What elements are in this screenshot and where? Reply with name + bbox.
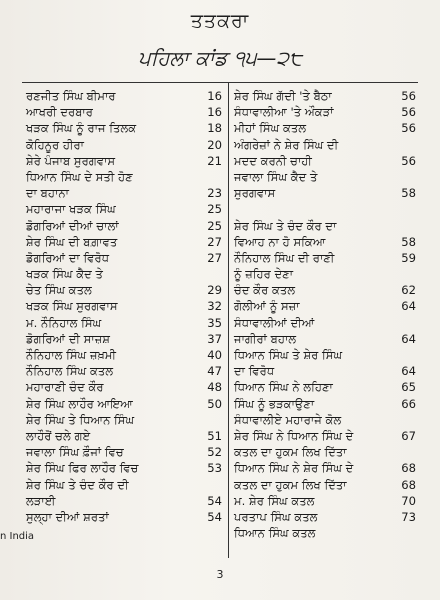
- entry-title: ਮ. ਸ਼ੇਰ ਸਿੰਘ ਕਤਲ: [234, 493, 315, 508]
- entry-title: ਚੰਦ ਕੌਰ ਕਤਲ: [234, 283, 296, 298]
- contents-entry: [26, 120, 222, 136]
- entry-title: ਦਾ ਵਿਰੋਧ: [234, 364, 275, 379]
- contents-entry: [234, 331, 416, 347]
- entry-title: ਮੀਹਾਂ ਸਿੰਘ ਕਤਲ: [234, 121, 307, 136]
- contents-entry: [26, 234, 222, 250]
- entry-title: ਖੜਕ ਸਿੰਘ ਸੁਰਗਵਾਸ: [26, 299, 118, 314]
- entry-title: ਜਾਗੀਰਾਂ ਬਹਾਲ: [234, 331, 297, 346]
- contents-entry: [234, 347, 416, 363]
- entry-page-number: 37: [207, 331, 222, 346]
- entry-title: ਸੰਧਾਵਾਲੀਏ ਮਹਾਰਾਜੇ ਕੋਲ: [234, 412, 342, 427]
- contents-entry: [26, 266, 222, 282]
- contents-entry: [234, 169, 416, 185]
- contents-entry: [26, 153, 222, 169]
- entry-page-number: 67: [401, 428, 416, 443]
- contents-entry: [234, 477, 416, 493]
- entry-page-number: 32: [207, 299, 222, 314]
- entry-title: ਰਣਜੀਤ ਸਿੰਘ ਬੀਮਾਰ: [26, 89, 116, 103]
- entry-title: ਕੋਹਿਨੂਰ ਹੀਰਾ: [26, 137, 84, 152]
- entry-title: ਨੌਨਿਹਾਲ ਸਿੰਘ ਜ਼ਖ਼ਮੀ: [26, 348, 116, 362]
- contents-entry: [26, 379, 222, 395]
- entry-page-number: 27: [207, 250, 222, 265]
- contents-entry: [234, 315, 416, 331]
- entry-title: ਖੜਕ ਸਿੰਘ ਨੂੰ ਰਾਜ ਤਿਲਕ: [26, 121, 137, 136]
- contents-entry: [26, 477, 222, 493]
- contents-entry: [234, 379, 416, 395]
- contents-entry: [234, 444, 416, 460]
- contents-entry: [26, 315, 222, 331]
- contents-entry: [26, 509, 222, 525]
- contents-entry: [26, 104, 222, 120]
- entry-title: ਚੇਤ ਸਿੰਘ ਕਤਲ: [26, 283, 92, 298]
- entry-title: ਡੋਗਰਿਆਂ ਦਾ ਵਿਰੋਧ: [26, 250, 110, 265]
- entry-title: ਜਵਾਲਾ ਸਿੰਘ ਕੈਦ ਤੇ: [234, 169, 318, 184]
- entry-title: ਨੂੰ ਜ਼ਹਿਰ ਦੇਣਾ: [234, 267, 294, 282]
- entry-page-number: 56: [401, 105, 416, 120]
- contents-entry: [26, 428, 222, 444]
- entry-page-number: 50: [207, 396, 222, 411]
- contents-entry: [26, 282, 222, 298]
- entry-page-number: 56: [401, 89, 416, 103]
- contents-entry: [26, 396, 222, 412]
- contents-entry: [234, 266, 416, 282]
- entry-page-number: 40: [207, 348, 222, 362]
- entry-title: ਸ਼ੇਰ ਸਿੰਘ ਤੇ ਚੰਦ ਕੌਰ ਦੀ: [26, 477, 129, 492]
- contents-entry: [26, 201, 222, 217]
- contents-entry: [234, 120, 416, 136]
- entry-title: ਲਾਹੌਰੋਂ ਚਲੇ ਗਏ: [26, 428, 91, 443]
- entry-page-number: 64: [401, 364, 416, 379]
- contents-entry: [26, 298, 222, 314]
- contents-entry: [234, 363, 416, 379]
- contents-entry: [234, 298, 416, 314]
- entry-title: ਸ਼ੇਰ ਸਿੰਘ ਦੀ ਬਗ਼ਾਵਤ: [26, 234, 118, 249]
- contents-entry: [26, 412, 222, 428]
- entry-title: ਨੌਨਿਹਾਲ ਸਿੰਘ ਕਤਲ: [26, 364, 114, 379]
- entry-title: ਸ਼ੇਰ ਸਿੰਘ ਨੇ ਧਿਆਨ ਸਿੰਘ ਦੇ: [234, 428, 354, 443]
- entry-page-number: 51: [207, 428, 222, 443]
- entry-page-number: 29: [207, 283, 222, 298]
- entry-title: ਮ. ਨੌਨਿਹਾਲ ਸਿੰਘ: [26, 315, 102, 330]
- entry-title: ਆਖਰੀ ਦਰਬਾਰ: [26, 105, 93, 120]
- entry-page-number: 48: [207, 380, 222, 395]
- entry-title: ਸ਼ੇਰ ਸਿੰਘ ਲਾਹੌਰ ਆਇਆ: [26, 396, 133, 411]
- contents-entry: [26, 493, 222, 509]
- entry-title: ਸ਼ੇਰ ਸਿੰਘ ਤੇ ਧਿਆਨ ਸਿੰਘ: [26, 412, 135, 427]
- entry-title: ਧਿਆਨ ਸਿੰਘ ਨੇ ਲਹਿਣਾ: [234, 380, 333, 395]
- entry-title: ਗੋਲੀਆਂ ਨੂੰ ਸਜ਼ਾ: [234, 299, 300, 314]
- entry-title: ਸ਼ੇਰੇ ਪੰਜਾਬ ਸੁਰਗਵਾਸ: [26, 153, 116, 168]
- contents-entry: [26, 363, 222, 379]
- entry-title: ਪਰਤਾਪ ਸਿੰਘ ਕਤਲ: [234, 509, 318, 524]
- contents-entry: [234, 218, 416, 234]
- contents-column-right: [234, 88, 416, 541]
- entry-title: ਵਿਆਹ ਨਾ ਹੋ ਸਕਿਆ: [234, 234, 326, 249]
- entry-title: ਨੌਨਿਹਾਲ ਸਿੰਘ ਦੀ ਰਾਣੀ: [234, 250, 335, 265]
- entry-page-number: 54: [207, 509, 222, 524]
- entry-page-number: 25: [207, 202, 222, 217]
- contents-entry: [234, 234, 416, 250]
- contents-entry: [26, 169, 222, 185]
- contents-entry: [26, 444, 222, 460]
- entry-page-number: 62: [401, 283, 416, 298]
- entry-page-number: 68: [401, 477, 416, 492]
- column-divider: [228, 82, 229, 558]
- contents-entry: [234, 509, 416, 525]
- contents-entry: [234, 137, 416, 153]
- entry-title: ਸ਼ੇਰ ਸਿੰਘ ਤੇ ਚੰਦ ਕੌਰ ਦਾ: [234, 218, 337, 233]
- entry-title: ਧਿਆਨ ਸਿੰਘ ਤੇ ਸ਼ੇਰ ਸਿੰਘ: [234, 348, 343, 362]
- edge-text: n India: [0, 531, 35, 542]
- entry-title: ਕਤਲ ਦਾ ਹੁਕਮ ਲਿਖ ਦਿੱਤਾ: [234, 445, 347, 460]
- contents-entry: [234, 282, 416, 298]
- entry-title: ਸੰਧਾਵਾਲੀਆਂ ਦੀਆਂ: [234, 315, 315, 330]
- entry-title: ਸੁਲ੍ਹਾ ਦੀਆਂ ਸ਼ਰਤਾਂ: [26, 509, 109, 524]
- entry-page-number: 27: [207, 234, 222, 249]
- entry-title: ਸਿੰਘ ਨੂੰ ਭੜਕਾਉਣਾ: [234, 396, 315, 411]
- entry-page-number: 20: [207, 137, 222, 152]
- contents-entry: [234, 428, 416, 444]
- contents-entry: [234, 460, 416, 476]
- page-number: 3: [216, 568, 224, 581]
- entry-page-number: 66: [401, 396, 416, 411]
- divider-line: [22, 82, 418, 83]
- entry-page-number: 65: [401, 380, 416, 395]
- entry-title: ਖੜਕ ਸਿੰਘ ਕੈਦ ਤੇ: [26, 267, 103, 282]
- contents-entry: [26, 218, 222, 234]
- entry-page-number: 16: [207, 89, 222, 103]
- entry-page-number: 21: [207, 153, 222, 168]
- entry-page-number: 53: [207, 461, 222, 476]
- entry-page-number: 52: [207, 445, 222, 460]
- entry-title: ਸੰਧਾਵਾਲੀਆ 'ਤੇ ਔਕੜਾਂ: [234, 105, 334, 120]
- entry-page-number: 47: [207, 364, 222, 379]
- entry-title: ਡੋਗਰਿਆਂ ਦੀਆਂ ਚਾਲਾਂ: [26, 218, 119, 233]
- contents-entry: [234, 250, 416, 266]
- entry-title: ਲੜਾਈ: [26, 493, 56, 508]
- contents-column-left: [26, 88, 222, 525]
- entry-title: ਮਹਾਰਾਣੀ ਚੰਦ ਕੌਰ: [26, 380, 104, 395]
- entry-title: ਜਵਾਲਾ ਸਿੰਘ ਫ਼ੌਜਾਂ ਵਿਚ: [26, 445, 124, 460]
- entry-page-number: 16: [207, 105, 222, 120]
- entry-page-number: 58: [401, 186, 416, 201]
- entry-title: ਸੁਰਗਵਾਸ: [234, 186, 276, 201]
- contents-entry: [234, 525, 416, 541]
- entry-title: ਧਿਆਨ ਸਿੰਘ ਨੇ ਸ਼ੇਰ ਸਿੰਘ ਦੇ: [234, 461, 354, 476]
- entry-page-number: 59: [401, 250, 416, 265]
- entry-title: ਸ਼ੇਰ ਸਿੰਘ ਗੱਦੀ 'ਤੇ ਬੈਠਾ: [234, 89, 332, 103]
- entry-page-number: 58: [401, 234, 416, 249]
- contents-entry: [234, 201, 416, 217]
- contents-entry: [234, 493, 416, 509]
- entry-page-number: 35: [207, 315, 222, 330]
- contents-title: ਤਤਕਰਾ: [190, 10, 250, 32]
- contents-entry: [26, 460, 222, 476]
- entry-title: ਕਤਲ ਦਾ ਹੁਕਮ ਲਿਖ ਦਿੱਤਾ: [234, 477, 347, 492]
- contents-entry: [234, 88, 416, 104]
- contents-entry: [26, 331, 222, 347]
- entry-title: ਧਿਆਨ ਸਿੰਘ ਕਤਲ: [234, 526, 316, 541]
- entry-title: ਡੋਗਰਿਆਂ ਦੀ ਸਾਜ਼ਸ਼: [26, 331, 111, 346]
- entry-title: ਅੰਗਰੇਜ਼ਾਂ ਨੇ ਸ਼ੇਰ ਸਿੰਘ ਦੀ: [234, 137, 339, 152]
- contents-entry: [26, 88, 222, 104]
- chapter-subtitle: ਪਹਿਲਾ ਕਾਂਡ ੧੫—੨੮: [137, 46, 303, 70]
- entry-title: ਮਹਾਰਾਜਾ ਖੜਕ ਸਿੰਘ: [26, 202, 116, 217]
- entry-title: ਮਦਦ ਕਰਨੀ ਚਾਹੀ: [234, 153, 312, 168]
- entry-page-number: 54: [207, 493, 222, 508]
- entry-page-number: 56: [401, 121, 416, 136]
- entry-title: ਧਿਆਨ ਸਿੰਘ ਦੇ ਸਤੀ ਹੋਣ: [26, 169, 133, 184]
- entry-title: ਸ਼ੇਰ ਸਿੰਘ ਫਿਰ ਲਾਹੌਰ ਵਿਚ: [26, 461, 139, 476]
- entry-title: ਦਾ ਬਹਾਨਾ: [26, 186, 69, 201]
- entry-page-number: 18: [207, 121, 222, 136]
- entry-page-number: 23: [207, 186, 222, 201]
- entry-page-number: 64: [401, 331, 416, 346]
- contents-entry: [234, 412, 416, 428]
- entry-page-number: 70: [401, 493, 416, 508]
- contents-entry: [26, 250, 222, 266]
- contents-entry: [26, 137, 222, 153]
- entry-page-number: 56: [401, 153, 416, 168]
- contents-entry: [234, 153, 416, 169]
- entry-page-number: 64: [401, 299, 416, 314]
- contents-entry: [234, 185, 416, 201]
- entry-page-number: 73: [401, 509, 416, 524]
- contents-entry: [234, 396, 416, 412]
- entry-page-number: 25: [207, 218, 222, 233]
- contents-entry: [26, 347, 222, 363]
- contents-entry: [26, 185, 222, 201]
- contents-entry: [234, 104, 416, 120]
- entry-page-number: 68: [401, 461, 416, 476]
